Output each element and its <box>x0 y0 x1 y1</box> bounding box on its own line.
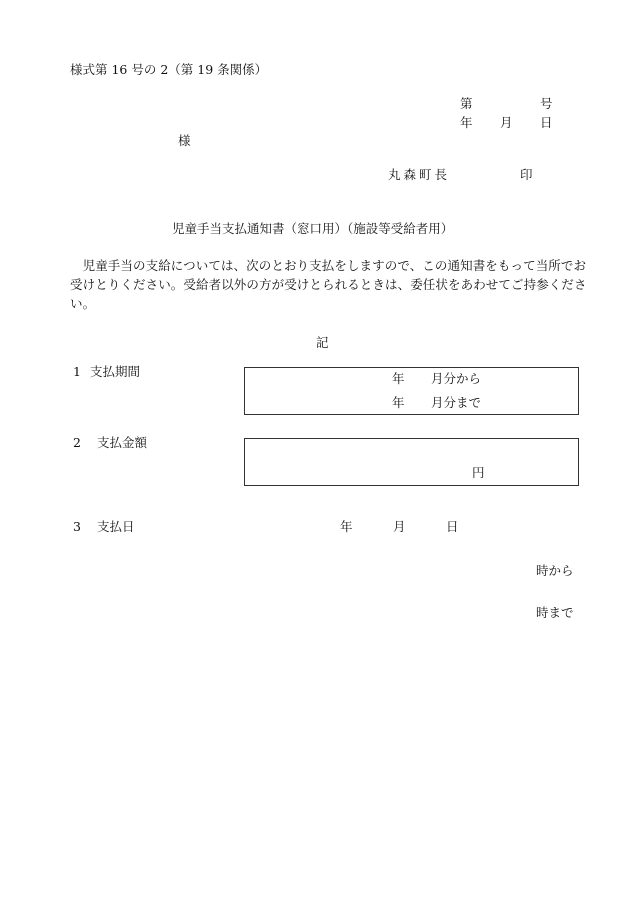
period-to-month: 月分まで <box>431 395 482 410</box>
doc-number-prefix: 第 <box>460 96 473 111</box>
period-from-month: 月分から <box>431 371 482 386</box>
item-1-number: 1 <box>73 364 81 379</box>
addressee-suffix: 様 <box>178 133 191 148</box>
form-label: 様式第 16 号の 2（第 19 条関係） <box>70 62 268 77</box>
payment-period-box <box>244 367 579 415</box>
payment-date-day: 日 <box>446 519 459 534</box>
doc-number-suffix: 号 <box>540 96 553 111</box>
date-year: 年 <box>460 115 473 130</box>
payment-date-month: 月 <box>393 519 406 534</box>
payment-amount-box <box>244 438 579 486</box>
payment-time-to: 時まで <box>536 605 574 620</box>
date-day: 日 <box>540 115 553 130</box>
item-1-label: 支払期間 <box>90 364 141 379</box>
item-2-number: 2 <box>73 435 81 450</box>
seal-mark: 印 <box>520 167 533 182</box>
payment-date-year: 年 <box>340 519 353 534</box>
ki-heading: 記 <box>316 335 329 350</box>
payment-time-from: 時から <box>536 563 574 578</box>
item-3-number: 3 <box>73 519 81 534</box>
amount-unit: 円 <box>472 465 485 480</box>
period-from-year: 年 <box>392 371 405 386</box>
body-paragraph: 児童手当の支給については、次のとおり支払をしますので、この通知書をもって当所でお受けとりください。受給者以外の方が受けとられるときは、委任状をあわせてご持参ください。 <box>70 258 587 311</box>
date-month: 月 <box>500 115 513 130</box>
document-title: 児童手当支払通知書（窓口用）（施設等受給者用） <box>172 221 454 236</box>
item-2-label: 支払金額 <box>97 435 148 450</box>
item-3-label: 支払日 <box>97 519 135 534</box>
period-to-year: 年 <box>392 395 405 410</box>
issuer-title: 丸森町長 <box>388 167 451 182</box>
